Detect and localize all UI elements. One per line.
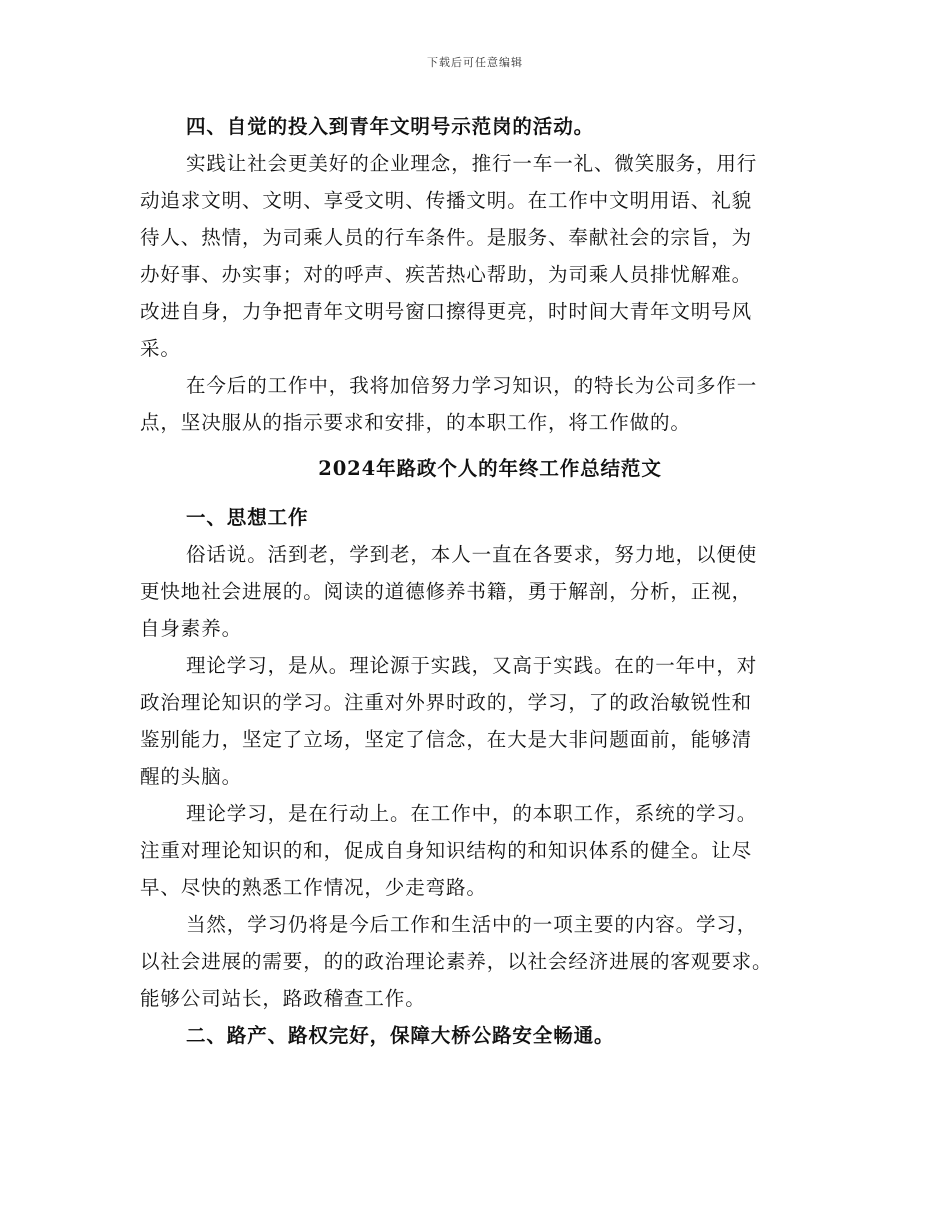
paragraph-line: 办好事、办实事；对的呼声、疾苦热心帮助，为司乘人员排忧解难。 [140, 263, 753, 286]
document-title: 2024年路政个人的年终工作总结范文 [318, 457, 662, 480]
paragraph-line: 理论学习，是从。理论源于实践，又高于实践。在的一年中，对 [186, 654, 758, 677]
paragraph-line: 实践让社会更美好的企业理念，推行一车一礼、微笑服务，用行 [186, 152, 758, 175]
paragraph-line: 早、尽快的熟悉工作情况，少走弯路。 [140, 876, 487, 899]
paragraph-2 [140, 367, 820, 441]
paragraph-line: 点，坚决服从的指示要求和安排，的本职工作，将工作做的。 [140, 411, 691, 434]
paragraph-line: 当然，学习仍将是今后工作和生活中的一项主要的内容。学习， [186, 913, 758, 936]
paragraph-line: 自身素养。 [140, 617, 243, 640]
document-body [140, 108, 820, 1054]
paragraph-line: 更快地社会进展的。阅读的道德修养书籍，勇于解剖，分析，正视， [140, 580, 753, 603]
paragraph-line: 醒的头脑。 [140, 765, 243, 788]
paragraph-line: 动追求文明、文明、享受文明、传播文明。在工作中文明用语、礼貌 [140, 189, 753, 212]
paragraph-line: 改进自身，力争把青年文明号窗口擦得更亮，时时间大青年文明号风 [140, 300, 753, 323]
paragraph-line: 待人、热情，为司乘人员的行车条件。是服务、奉献社会的宗旨，为 [140, 226, 753, 249]
section-heading-2: 二、路产、路权完好，保障大桥公路安全畅通。 [186, 1024, 615, 1047]
section-heading-4: 四、自觉的投入到青年文明号示范岗的活动。 [186, 115, 595, 138]
paragraph-line: 鉴别能力，坚定了立场，坚定了信念，在大是大非问题面前，能够清 [140, 728, 753, 751]
paragraph-line: 在今后的工作中，我将加倍努力学习知识，的特长为公司多作一 [186, 374, 758, 397]
paragraph-3 [140, 536, 820, 647]
paragraph-line: 能够公司站长，路政稽查工作。 [140, 987, 426, 1010]
paragraph-line: 政治理论知识的学习。注重对外界时政的，学习，了的政治敏锐性和 [140, 691, 753, 714]
paragraph-line: 理论学习，是在行动上。在工作中，的本职工作，系统的学习。 [186, 802, 758, 825]
paragraph-6 [140, 906, 820, 1017]
paragraph-line: 注重对理论知识的和，促成自身知识结构的和知识体系的健全。让尽 [140, 839, 753, 862]
paragraph-1 [140, 145, 820, 367]
paragraph-line: 俗话说。活到老，学到老，本人一直在各要求，努力地，以便使 [186, 543, 758, 566]
section-heading-1: 一、思想工作 [186, 506, 309, 529]
paragraph-line: 以社会进展的需要，的的政治理论素养，以社会经济进展的客观要求。 [140, 950, 773, 973]
paragraph-4 [140, 647, 820, 795]
paragraph-line: 采。 [140, 337, 181, 360]
page-header: 下载后可任意编辑 [427, 56, 523, 69]
paragraph-5 [140, 795, 820, 906]
